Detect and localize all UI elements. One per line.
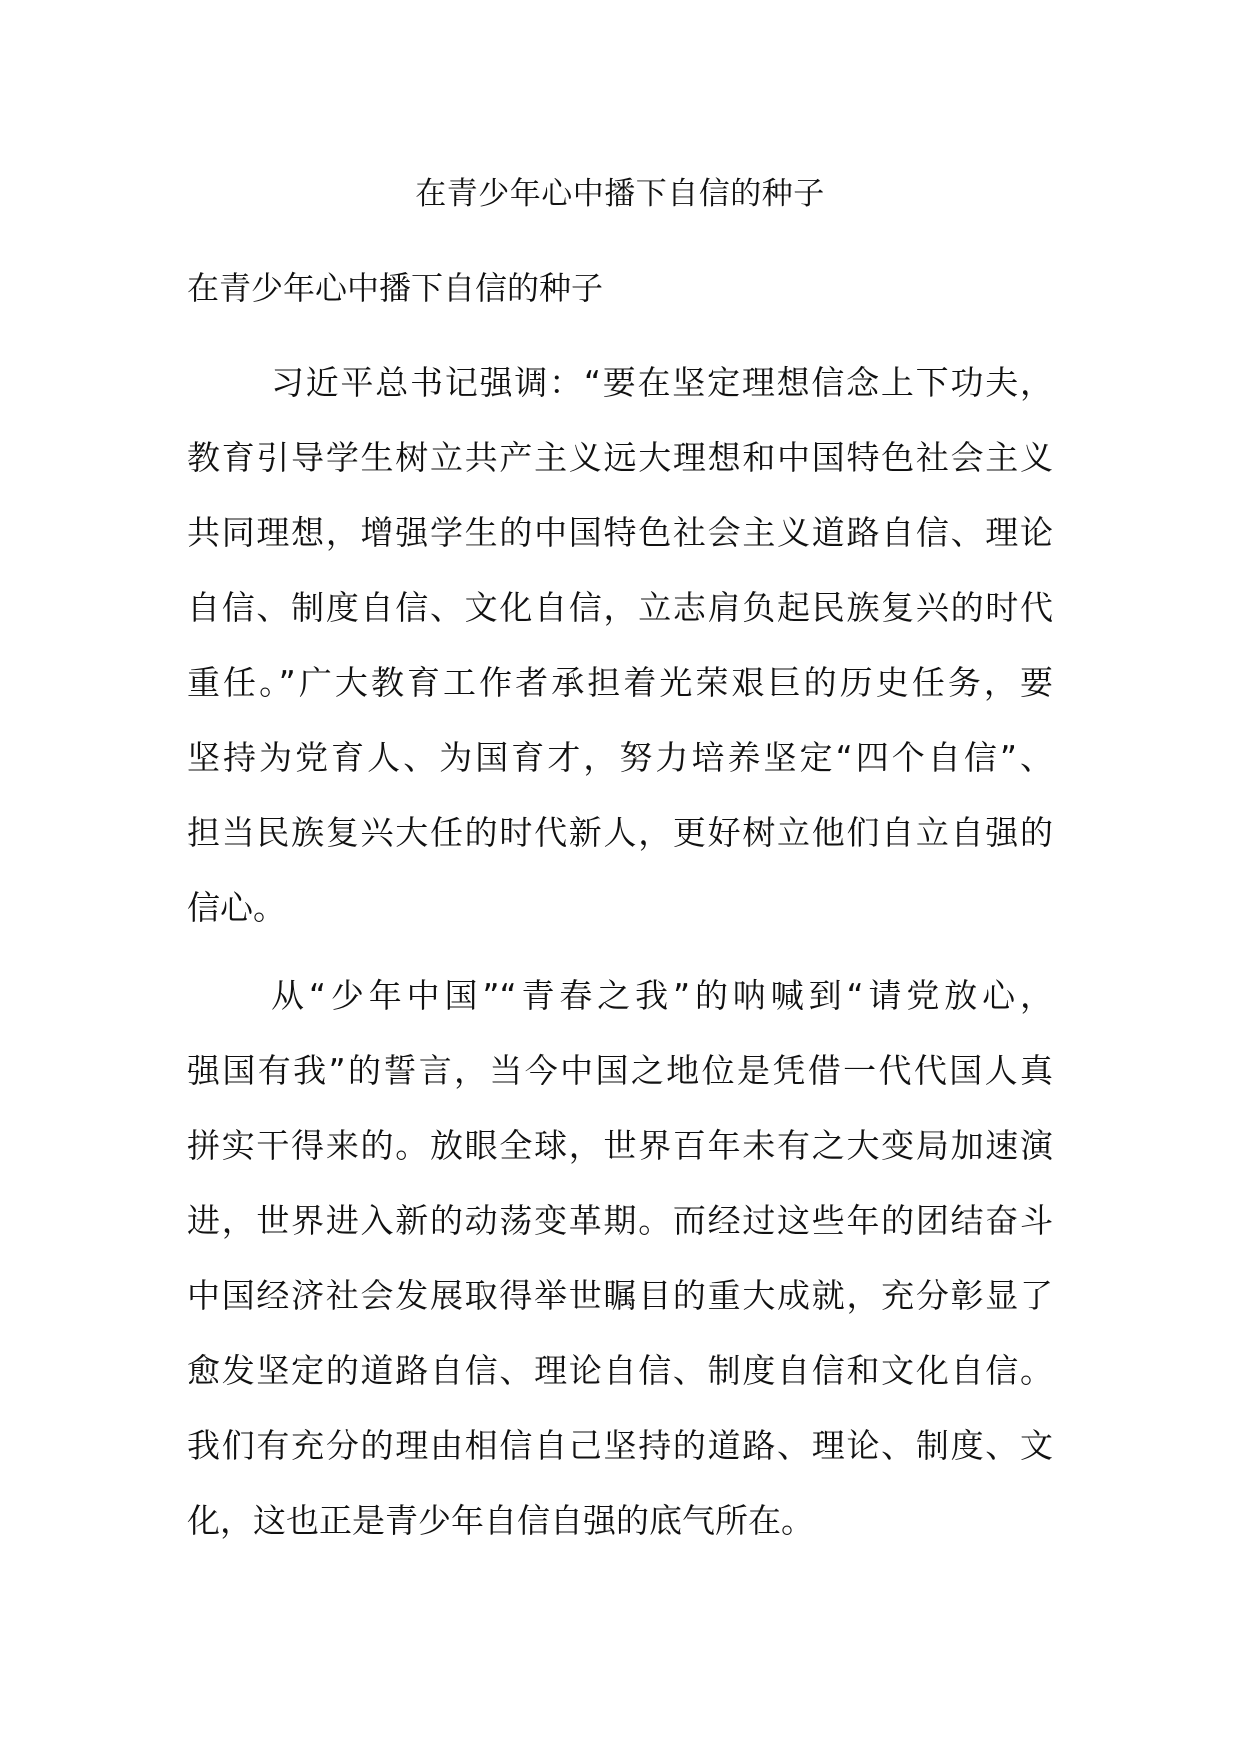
paragraph-line: 习近平总书记强调：“要在坚定理想信念上下功夫， [271,363,1053,402]
paragraph-1 [187,360,1053,960]
paragraph-line: 从“少年中国”“青春之我”的呐喊到“请党放心， [271,976,1053,1015]
paragraph-line: 教育引导学生树立共产主义远大理想和中国特色社会主义 [187,438,1053,477]
paragraph-line: 担当民族复兴大任的时代新人，更好树立他们自立自强的 [187,813,1053,852]
document-subtitle: 在青少年心中播下自信的种子 [187,269,604,307]
paragraph-line: 拼实干得来的。放眼全球，世界百年未有之大变局加速演 [187,1126,1053,1165]
paragraph-line: 中国经济社会发展取得举世瞩目的重大成就，充分彰显了 [187,1276,1053,1315]
paragraph-line: 进，世界进入新的动荡变革期。而经过这些年的团结奋斗 [187,1201,1053,1240]
paragraph-line: 信心。 [187,888,286,927]
paragraph-line: 我们有充分的理由相信自己坚持的道路、理论、制度、文 [187,1426,1053,1465]
paragraph-line: 自信、制度自信、文化自信，立志肩负起民族复兴的时代 [187,588,1053,627]
paragraph-line: 愈发坚定的道路自信、理论自信、制度自信和文化自信。 [187,1351,1053,1390]
paragraph-line: 坚持为党育人、为国育才，努力培养坚定“四个自信”、 [187,738,1053,777]
paragraph-line: 共同理想，增强学生的中国特色社会主义道路自信、理论 [187,513,1053,552]
paragraph-line: 重任。”广大教育工作者承担着光荣艰巨的历史任务，要 [187,663,1053,702]
paragraph-line: 化，这也正是青少年自信自强的底气所在。 [187,1501,814,1540]
document-title: 在青少年心中播下自信的种子 [415,176,825,212]
paragraph-line: 强国有我”的誓言，当今中国之地位是凭借一代代国人真 [187,1051,1053,1090]
paragraph-2 [187,973,1053,1573]
